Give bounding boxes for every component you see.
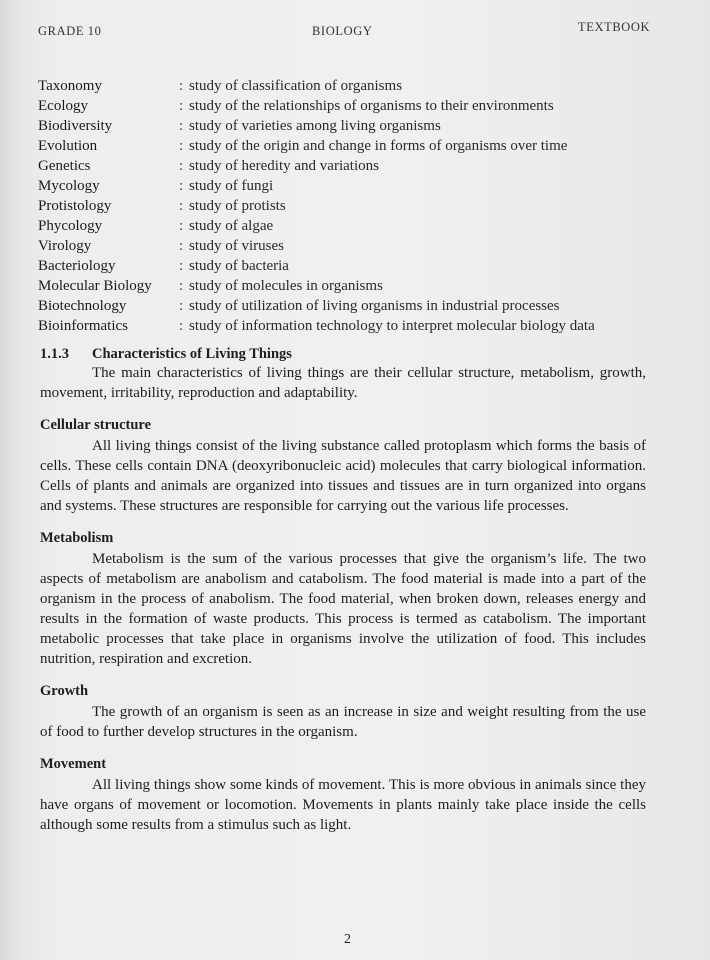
term-row (38, 216, 678, 236)
term-separator: : (179, 238, 184, 254)
subsection-title-movement: Movement (40, 756, 107, 772)
section-title: Characteristics of Living Things (92, 346, 292, 362)
term-definition: study of the origin and change in forms of organisms over time (189, 138, 568, 154)
term-name: Ecology (38, 98, 88, 114)
term-row (38, 296, 678, 316)
term-name: Bioinformatics (38, 318, 128, 334)
term-definition: study of molecules in organisms (189, 278, 383, 294)
term-separator: : (179, 118, 184, 134)
subsection-title-cellular: Cellular structure (40, 417, 152, 433)
term-row (38, 196, 678, 216)
term-definition: study of varieties among living organisms (189, 118, 441, 134)
main-content (40, 346, 646, 835)
term-row (38, 256, 678, 276)
term-separator: : (179, 258, 184, 274)
paragraph-growth: The growth of an organism is seen as an increase in size and weight resulting from the use of food to further develop structures in the organism. (40, 704, 646, 740)
term-separator: : (179, 298, 184, 314)
subsection-title-metabolism: Metabolism (40, 530, 114, 546)
term-separator: : (179, 138, 184, 154)
term-separator: : (179, 278, 184, 294)
term-separator: : (179, 198, 184, 214)
section-intro: The main characteristics of living things are their cellular structure, metabolism, growth, movement, irritability, reproduction and adaptability. (40, 365, 646, 401)
term-definition: study of heredity and variations (189, 158, 379, 174)
term-definition: study of bacteria (189, 258, 289, 274)
paragraph-metabolism: Metabolism is the sum of the various processes that give the organism’s life. The two aspects of metabolism are anabolism and catabolism. The food material is made into a part of the organism in the process of anabolism. The food material, when broken down, releases energy and results in the formation of waste products. This process is termed as catabolism. The important metabolic processes that take place in organisms involve the utilization of food. This includes nutrition, respiration and excretion. (40, 551, 646, 667)
term-name: Biodiversity (38, 118, 113, 134)
term-separator: : (179, 98, 184, 114)
section-heading (40, 346, 646, 363)
term-separator: : (179, 178, 184, 194)
term-name: Phycology (38, 218, 103, 234)
term-separator: : (179, 318, 184, 334)
header-label: TEXTBOOK (578, 20, 651, 34)
term-definition: study of utilization of living organisms in industrial processes (189, 298, 560, 314)
term-row (38, 76, 678, 96)
term-definition: study of classification of organisms (189, 78, 403, 94)
term-name: Genetics (38, 158, 91, 174)
term-name: Molecular Biology (38, 278, 152, 294)
page-number: 2 (344, 932, 351, 947)
header-grade: GRADE 10 (38, 24, 102, 38)
header-subject: BIOLOGY (312, 24, 373, 38)
term-definition: study of the relationships of organisms to their environments (189, 98, 554, 114)
term-separator: : (179, 218, 184, 234)
term-row (38, 116, 678, 136)
term-definition: study of algae (189, 218, 274, 234)
term-row (38, 96, 678, 116)
term-definition: study of fungi (189, 178, 274, 194)
term-definition: study of information technology to interpret molecular biology data (189, 318, 595, 334)
term-name: Evolution (38, 138, 98, 154)
term-separator: : (179, 78, 184, 94)
term-definition: study of viruses (189, 238, 284, 254)
term-row (38, 176, 678, 196)
section-number: 1.1.3 (40, 346, 69, 362)
term-row (38, 136, 678, 156)
subsection-title-growth: Growth (40, 683, 89, 699)
term-name: Bacteriology (38, 258, 116, 274)
branches-of-biology-list (38, 76, 678, 336)
paragraph-cellular: All living things consist of the living substance called protoplasm which forms the basis of cells. These cells contain DNA (deoxyribonucleic acid) molecules that carry biological information. Cells of plants and animals are organized into tissues and tissues are in turn organized into organs and systems. These structures are responsible for carrying out the various life processes. (40, 438, 646, 514)
term-name: Protistology (38, 198, 112, 214)
term-row (38, 236, 678, 256)
term-name: Virology (38, 238, 92, 254)
term-name: Biotechnology (38, 298, 127, 314)
term-name: Taxonomy (38, 78, 102, 94)
term-name: Mycology (38, 178, 100, 194)
term-definition: study of protists (189, 198, 286, 214)
paragraph-movement: All living things show some kinds of movement. This is more obvious in animals since they have organs of movement or locomotion. Movements in plants mainly take place inside the cells although some results from a stimulus such as light. (40, 777, 646, 833)
term-row (38, 276, 678, 296)
term-row (38, 156, 678, 176)
term-row (38, 316, 678, 336)
term-separator: : (179, 158, 184, 174)
